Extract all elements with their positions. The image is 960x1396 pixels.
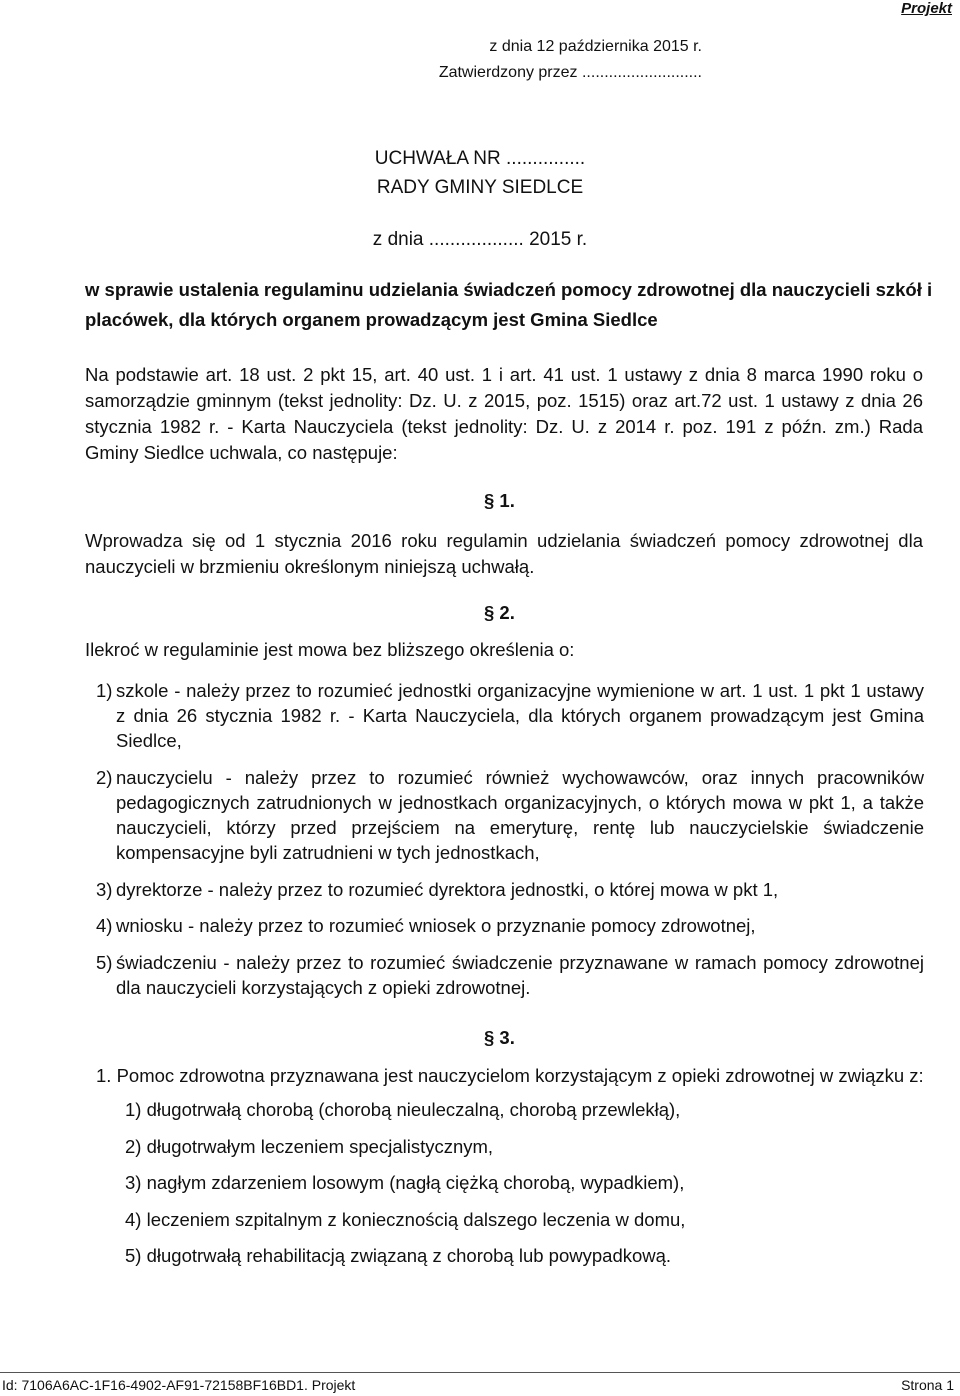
- item-number: 4): [96, 915, 113, 936]
- projekt-label: Projekt: [901, 0, 952, 17]
- item-text: nauczycielu - należy przez to rozumieć również wychowawców, oraz innych pracowników pedagogicznych zatrudnionych w jednostkach organizacyjnych, o których mowa w pkt 1, a także nauczycieli, którzy przed przejściem na emeryturę, rentę lub nauczycielskie świadczenie kompensacyjne byli zatrudnieni w tych jednostkach,: [116, 767, 924, 863]
- reason-item: 2) długotrwałym leczeniem specjalistycznym,: [125, 1136, 494, 1157]
- item-text: dyrektorze - należy przez to rozumieć dyrektora jednostki, o której mowa w pkt 1,: [116, 879, 779, 900]
- footer-document-id: Id: 7106A6AC-1F16-4902-AF91-72158BF16BD1. Projekt: [2, 1377, 356, 1393]
- council-name: RADY GMINY SIEDLCE: [376, 177, 584, 198]
- item-number: 1): [96, 680, 113, 701]
- definition-item: [96, 950, 924, 1000]
- item-text: świadczeniu - należy przez to rozumieć świadczenie przyznawane w ramach pomocy zdrowotnej dla nauczycieli korzystających z opieki zdrowotnej.: [116, 952, 924, 998]
- section-2-intro: Ilekroć w regulaminie jest mowa bez bliższego określenia o:: [85, 639, 575, 660]
- definition-item: [96, 877, 924, 902]
- resolution-number: UCHWAŁA NR ...............: [374, 148, 586, 169]
- preamble: Na podstawie art. 18 ust. 2 pkt 15, art. 40 ust. 1 i art. 41 ust. 1 ustawy z dnia 8 marca 1990 roku o samorządzie gminnym (tekst jednolity: Dz. U. z 2015, poz. 1515) oraz art.72 ust. 1 ustawy z dnia 26 stycznia 1982 r. - Karta Nauczyciela (tekst jednolity: Dz. U. z 2014 r. poz. 191 z późn. zm.) Rada Gminy Siedlce uchwala, co następuje:: [85, 364, 923, 463]
- approved-by: Zatwierdzony przez ...........................: [438, 64, 702, 81]
- reason-item: 1) długotrwałą chorobą (chorobą nieuleczalną, chorobą przewlekłą),: [125, 1099, 681, 1120]
- draft-date: z dnia 12 października 2015 r.: [489, 38, 702, 55]
- item-text: szkole - należy przez to rozumieć jednostki organizacyjne wymienione w art. 1 ust. 1 pkt 1 ustawy z dnia 26 stycznia 1982 r. - Karta Nauczyciela, dla których organem prowadzącym jest Gmina Siedlce,: [116, 680, 924, 751]
- definition-item: [96, 913, 924, 938]
- footer-page-number: Strona 1: [901, 1377, 954, 1393]
- reason-item: 5) długotrwałą rehabilitacją związaną z chorobą lub powypadkową.: [125, 1245, 672, 1266]
- definition-item: [96, 678, 924, 753]
- item-text: wniosku - należy przez to rozumieć wniosek o przyznanie pomocy zdrowotnej,: [116, 915, 756, 936]
- section-1-text: Wprowadza się od 1 stycznia 2016 roku regulamin udzielania świadczeń pomocy zdrowotnej dla nauczycieli w brzmieniu określonym niniejszą uchwałą.: [85, 530, 923, 577]
- section-1-mark: § 1.: [484, 490, 515, 511]
- item-number: 2): [96, 767, 113, 788]
- item-number: 3): [96, 879, 113, 900]
- section-3-intro: 1. Pomoc zdrowotna przyznawana jest nauczycielom korzystającym z opieki zdrowotnej w związku z:: [96, 1065, 924, 1086]
- resolution-date: z dnia .................. 2015 r.: [372, 229, 588, 250]
- resolution-subject: w sprawie ustalenia regulaminu udzielania świadczeń pomocy zdrowotnej dla nauczycieli szkół i placówek, dla których organem prowadzącym jest Gmina Siedlce: [85, 279, 933, 330]
- section-3-mark: § 3.: [484, 1027, 515, 1048]
- definition-item: [96, 765, 924, 865]
- footer-rule: [0, 1372, 960, 1373]
- reason-item: 3) nagłym zdarzeniem losowym (nagłą ciężką chorobą, wypadkiem),: [125, 1172, 685, 1193]
- section-2-mark: § 2.: [484, 602, 515, 623]
- reason-item: 4) leczeniem szpitalnym z koniecznością dalszego leczenia w domu,: [125, 1209, 686, 1230]
- item-number: 5): [96, 952, 113, 973]
